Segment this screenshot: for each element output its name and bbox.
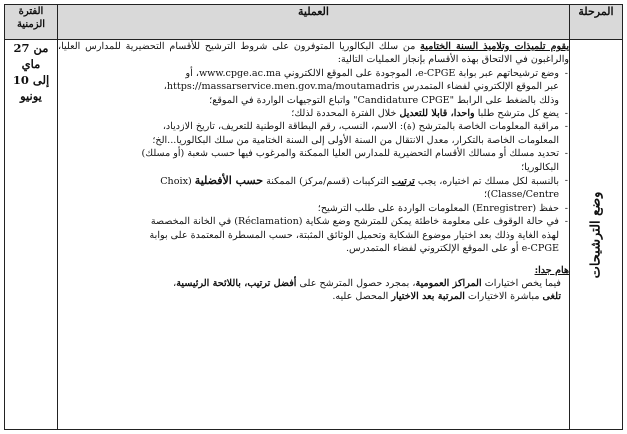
operations-cell (58, 40, 570, 430)
item3-line1: - مراقبة المعلومات الخاصة بالمترشح (ة): الاسم، النسب، رقم البطاقة الوطنية للتعريف، تاريخ الازدياد، (162, 121, 559, 133)
period-header-line2: الزمنية (16, 19, 46, 30)
note-p2-mid: مباشرة الاختيارات (464, 291, 543, 303)
item7-line2: لهذه الغاية وذلك بعد اختيار موضوع الشكاية وتحميل الوثائق المثبتة، حسب المسطرة المعتمدة على بوابة (149, 229, 559, 241)
list-item (58, 67, 559, 107)
note-p1-pre: فيما يخص اختيارات (481, 277, 561, 289)
item5-mid: التركيبات (قسم/مركز) الممكنة (263, 176, 392, 188)
period-cell (5, 40, 58, 430)
table-header-row (5, 5, 623, 40)
intro-paragraph (58, 40, 569, 67)
item2-post: خلال الفترة المحددة لذلك؛ (291, 108, 400, 120)
item5-line1 (58, 174, 559, 188)
item3-line2: المعلومات الخاصة بالتكرار، معدل الانتقال من السنة الأولى إلى السنة الختامية من سلك البكالوريا...الخ؛ (152, 134, 559, 146)
intro-rest: من سلك البكالوريا المتوفرون على شروط الترشيح للأقسام التحضيرية للمدارس العليا، والراغبون في الالتحاق بهذه الأقسام بإنجاز العمليات التالية: (58, 41, 569, 66)
item2-bold: واحدا، قابلا للتعديل (399, 108, 475, 120)
operations-list (58, 67, 569, 256)
procedure-table (4, 4, 623, 430)
note-p2-bold1: تلغى (542, 291, 561, 303)
item5-bold1: ترتيب (391, 176, 415, 188)
note-line2 (58, 290, 561, 303)
note-title-text: هام جدا: (534, 264, 569, 276)
period-line1: من 27 (13, 41, 49, 55)
note-p1-bold1: المراكز العمومية (415, 277, 482, 289)
item7-line3: e-CPGE أو على الموقع الإلكتروني لفضاء المتمدرس. (345, 243, 559, 255)
list-item (58, 215, 559, 255)
list-item (58, 147, 559, 174)
item5-bold2: حسب الأفضلية (194, 174, 264, 188)
list-item (58, 174, 559, 202)
table-body-row (5, 40, 623, 430)
period-line2: ماي (21, 57, 41, 71)
note-p1-mid: ، بمجرد حصول المترشح على (296, 277, 416, 289)
stage-column-header: المرحلة (570, 5, 623, 40)
item4-line2: البكالوريا؛ (521, 161, 559, 173)
note-line1 (58, 277, 561, 290)
period-header-line1: الفترة (18, 6, 44, 17)
note-paragraph (58, 277, 569, 304)
note-p1-bold2: أفضل ترتيب، باللائحة الرئيسية (176, 277, 297, 289)
item4-line1: - تحديد مسلك أو مسالك الأقسام التحضيرية للمدارس العليا الممكنة والمرغوب فيها حسب شعبة (أو مسلك) (141, 148, 559, 160)
note-title (58, 264, 569, 277)
item6-text: حفظ (Enregistrer) المعلومات الواردة على طلب الترشيح؛ (317, 202, 559, 214)
intro-bold: يقوم تلميذات وتلاميذ السنة الختامية (420, 41, 570, 52)
item7-line1: - في حالة الوقوف على معلومة خاطئة يمكن للمترشح وضع شكاية (Réclamation) في الخانة المخصصة (150, 216, 559, 228)
spacer (58, 256, 569, 264)
item1-line2: عبر الموقع الإلكتروني لفضاء المتمدرس https://massarservice.men.gov.ma/moutamadris، (163, 81, 559, 93)
operation-column-header: العملية (58, 5, 570, 40)
list-item (58, 107, 559, 120)
note-p2-bold2: المرتبة بعد الاختيار (391, 291, 465, 303)
item5-post: (Choix (160, 176, 195, 188)
note-p2-post: المحصل عليه. (332, 291, 392, 303)
list-item (58, 202, 559, 215)
item2-pre: يضع كل مترشح طلبا (474, 108, 559, 120)
period-column-header (5, 5, 58, 40)
item1-line1: - وضع ترشيحاتهم عبر بوابة e-CPGE، الموجودة على الموقع الالكتروني www.cpge.ac.ma، أو (185, 67, 559, 79)
item5-pre: بالنسبة لكل مسلك تم اختياره، يجب (414, 176, 559, 188)
stage-label: وضع الترشيحات (588, 191, 604, 278)
list-item (58, 120, 559, 147)
note-p1-post: ، (173, 277, 177, 289)
period-line4: يونيو (20, 89, 42, 103)
period-line3: إلى 10 (12, 73, 50, 87)
stage-cell (570, 40, 623, 430)
item1-line3: وذلك بالضغط على الرابط "Candidature CPGE" واتباع التوجيهات الواردة في الموقع؛ (209, 94, 559, 106)
item5-line2: Classe/Centre)؛ (484, 189, 559, 201)
